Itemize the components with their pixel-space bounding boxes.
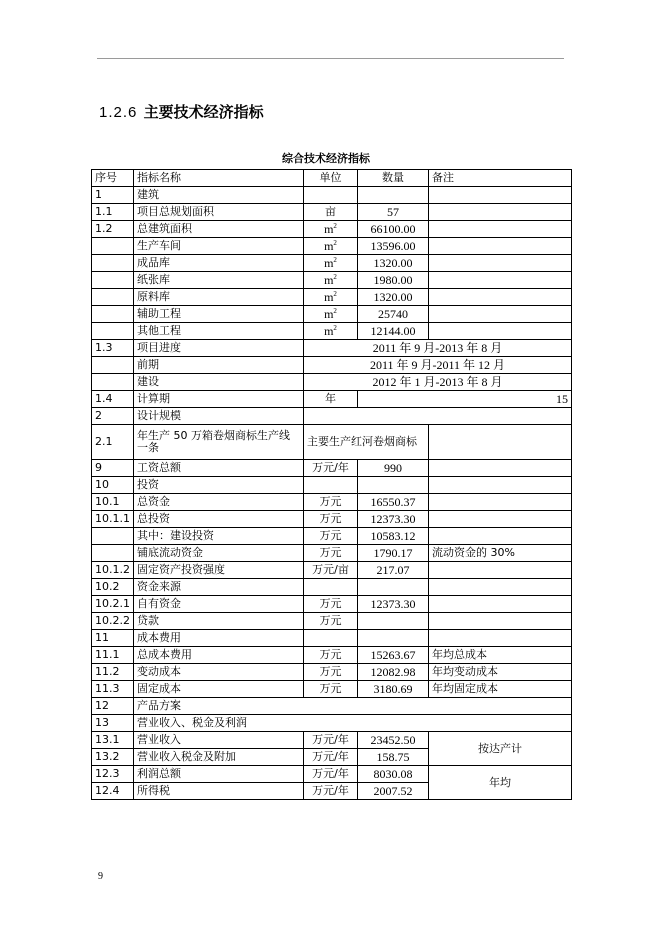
row-name: 营业收入 (134, 732, 304, 749)
row-unit: 万元 (304, 596, 358, 613)
row-qty: 10583.12 (358, 528, 429, 545)
row-name: 固定成本 (134, 681, 304, 698)
row-seq: 10.1.2 (92, 562, 134, 579)
row-name: 贷款 (134, 613, 304, 630)
row-name: 总成本费用 (134, 647, 304, 664)
row-unit: 万元 (304, 613, 358, 630)
row-note: 年均变动成本 (429, 664, 572, 681)
row-seq: 1.2 (92, 221, 134, 238)
table-row (92, 647, 572, 664)
table-row (92, 340, 572, 357)
row-qty: 8030.08 (358, 766, 429, 783)
row-unit: $m^2$ (304, 221, 358, 238)
row-name: 总投资 (134, 511, 304, 528)
table-row (92, 357, 572, 374)
table-row (92, 596, 572, 613)
row-name: 项目进度 (134, 340, 304, 357)
row-qty: 1980.00 (358, 272, 429, 289)
row-name: 辅助工程 (134, 306, 304, 323)
row-seq: 10 (92, 477, 134, 494)
row-name: 自有资金 (134, 596, 304, 613)
row-seq: 12.4 (92, 783, 134, 800)
row-value: 15 (358, 391, 572, 408)
row-unit: 万元 (304, 664, 358, 681)
row-seq: 11.1 (92, 647, 134, 664)
table-row (92, 562, 572, 579)
row-qty: 66100.00 (358, 221, 429, 238)
row-name: 所得税 (134, 783, 304, 800)
row-qty: 12373.30 (358, 596, 429, 613)
row-name: 营业收入税金及附加 (134, 749, 304, 766)
table-row (92, 715, 572, 732)
table-row (92, 204, 572, 221)
row-seq: 13.1 (92, 732, 134, 749)
row-qty: 158.75 (358, 749, 429, 766)
row-qty: 1790.17 (358, 545, 429, 562)
row-name: 建筑 (134, 187, 304, 204)
row-unit: 万元/年 (304, 766, 358, 783)
row-name: 设计规模 (134, 408, 304, 425)
row-unit: 年 (304, 391, 358, 408)
row-unit: 万元/年 (304, 460, 358, 477)
column-header: 备注 (429, 170, 572, 187)
row-name: 营业收入、税金及利润 (134, 715, 572, 732)
table-row (92, 511, 572, 528)
header-rule (97, 58, 564, 59)
row-seq: 1.1 (92, 204, 134, 221)
indicator-table (91, 169, 572, 800)
table-row (92, 425, 572, 460)
table-row (92, 613, 572, 630)
row-qty: 12373.30 (358, 511, 429, 528)
row-seq: 9 (92, 460, 134, 477)
row-name: 总建筑面积 (134, 221, 304, 238)
row-name: 固定资产投资强度 (134, 562, 304, 579)
row-note: 年均总成本 (429, 647, 572, 664)
table-row (92, 238, 572, 255)
merged-note: 年均 (429, 766, 572, 800)
column-header: 序号 (92, 170, 134, 187)
row-seq: 1.3 (92, 340, 134, 357)
row-name: 投资 (134, 477, 304, 494)
row-seq: 10.2 (92, 579, 134, 596)
row-name: 年生产 50 万箱卷烟商标生产线一条 (134, 425, 304, 460)
row-value: 2012 年 1 月-2013 年 8 月 (304, 374, 572, 391)
row-name: 利润总额 (134, 766, 304, 783)
row-name: 其中：建设投资 (134, 528, 304, 545)
table-row (92, 408, 572, 425)
row-unit: $m^2$ (304, 272, 358, 289)
row-note: 年均固定成本 (429, 681, 572, 698)
table-row (92, 528, 572, 545)
row-seq: 10.2.1 (92, 596, 134, 613)
table-row (92, 391, 572, 408)
row-value: 2011 年 9 月-2011 年 12 月 (304, 357, 572, 374)
row-qty: 1320.00 (358, 255, 429, 272)
row-unit: $m^2$ (304, 306, 358, 323)
table-title: 综合技术经济指标 (282, 152, 370, 165)
row-qty: 990 (358, 460, 429, 477)
row-unit: $m^2$ (304, 289, 358, 306)
row-name: 变动成本 (134, 664, 304, 681)
row-unit: $m^2$ (304, 238, 358, 255)
row-seq: 12 (92, 698, 134, 715)
table-row (92, 579, 572, 596)
section-heading (99, 101, 264, 122)
row-unit: $m^2$ (304, 255, 358, 272)
page-number: 9 (98, 871, 103, 882)
row-unit: 万元/年 (304, 732, 358, 749)
table-header-row (92, 170, 572, 187)
row-unit: $m^2$ (304, 323, 358, 340)
section-number: 1.2.6 (99, 104, 138, 121)
row-qty: 13596.00 (358, 238, 429, 255)
row-unit: 万元 (304, 647, 358, 664)
row-name: 成本费用 (134, 630, 304, 647)
row-qty: 25740 (358, 306, 429, 323)
table-row (92, 732, 572, 749)
column-header: 单位 (304, 170, 358, 187)
row-unit: 万元 (304, 681, 358, 698)
table-row (92, 323, 572, 340)
row-name: 铺底流动资金 (134, 545, 304, 562)
table-row (92, 494, 572, 511)
row-seq: 13 (92, 715, 134, 732)
row-seq: 10.1 (92, 494, 134, 511)
table-row (92, 630, 572, 647)
row-qty: 3180.69 (358, 681, 429, 698)
row-seq: 13.2 (92, 749, 134, 766)
row-seq: 11.2 (92, 664, 134, 681)
row-unit: 万元/亩 (304, 562, 358, 579)
table-row (92, 272, 572, 289)
row-name: 原料库 (134, 289, 304, 306)
row-qty: 12144.00 (358, 323, 429, 340)
table-row (92, 187, 572, 204)
table-row (92, 766, 572, 783)
row-seq: 1 (92, 187, 134, 204)
row-seq: 10.1.1 (92, 511, 134, 528)
row-note: 流动资金的 30% (429, 545, 572, 562)
table-row (92, 698, 572, 715)
row-unit: 亩 (304, 204, 358, 221)
row-qty: 15263.67 (358, 647, 429, 664)
row-qty: 1320.00 (358, 289, 429, 306)
row-seq: 10.2.2 (92, 613, 134, 630)
row-unit: 万元 (304, 545, 358, 562)
row-qty: 16550.37 (358, 494, 429, 511)
row-name: 产品方案 (134, 698, 572, 715)
row-name: 建设 (134, 374, 304, 391)
column-header: 指标名称 (134, 170, 304, 187)
row-qty: 2007.52 (358, 783, 429, 800)
row-qty: 217.07 (358, 562, 429, 579)
row-unit: 万元 (304, 528, 358, 545)
row-seq: 11 (92, 630, 134, 647)
row-name: 成品库 (134, 255, 304, 272)
row-qty: 23452.50 (358, 732, 429, 749)
row-value: 主要生产红河卷烟商标 (304, 425, 429, 460)
row-seq: 11.3 (92, 681, 134, 698)
table-row (92, 374, 572, 391)
row-name: 资金来源 (134, 579, 304, 596)
row-name: 生产车间 (134, 238, 304, 255)
table-row (92, 545, 572, 562)
row-name: 工资总额 (134, 460, 304, 477)
table-row (92, 664, 572, 681)
table-row (92, 477, 572, 494)
table-row (92, 681, 572, 698)
row-unit: 万元 (304, 494, 358, 511)
row-name: 总资金 (134, 494, 304, 511)
row-unit: 万元 (304, 511, 358, 528)
row-name: 计算期 (134, 391, 304, 408)
row-qty: 57 (358, 204, 429, 221)
row-name: 纸张库 (134, 272, 304, 289)
row-seq: 2.1 (92, 425, 134, 460)
row-unit: 万元/年 (304, 783, 358, 800)
row-name: 项目总规划面积 (134, 204, 304, 221)
row-unit: 万元/年 (304, 749, 358, 766)
row-qty: 12082.98 (358, 664, 429, 681)
row-name: 其他工程 (134, 323, 304, 340)
table-row (92, 289, 572, 306)
table-row (92, 255, 572, 272)
table-row (92, 460, 572, 477)
column-header: 数量 (358, 170, 429, 187)
row-seq: 1.4 (92, 391, 134, 408)
row-seq: 12.3 (92, 766, 134, 783)
row-value: 2011 年 9 月-2013 年 8 月 (304, 340, 572, 357)
row-name: 前期 (134, 357, 304, 374)
merged-note: 按达产计 (429, 732, 572, 766)
section-title: 主要技术经济指标 (143, 103, 264, 121)
row-seq: 2 (92, 408, 134, 425)
table-row (92, 221, 572, 238)
table-row (92, 306, 572, 323)
